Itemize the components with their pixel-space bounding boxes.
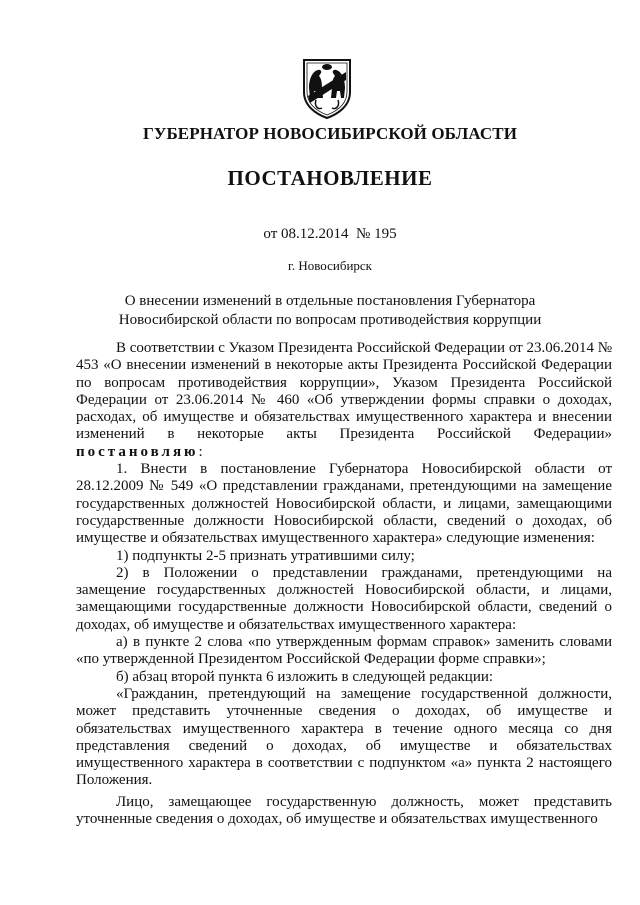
quoted-paragraph-2: Лицо, замещающее государственную должность, может представить уточненные сведения о доходах, об имуществе и обязательствах имущественного: [76, 793, 612, 828]
subclause-2a: а) в пункте 2 слова «по утвержденным формам справок» заменить словами «по утвержденной Президентом Российской Федерации форме справки»;: [76, 634, 612, 668]
subclause-2b: б) абзац второй пункта 6 изложить в следующей редакции:: [116, 668, 494, 685]
subclause-1: 1) подпункты 2-5 признать утратившими силу;: [116, 547, 415, 564]
clause-1: 1. Внести в постановление Губернатора Новосибирской области от 28.12.2009 № 549 «О представлении гражданами, претендующими на замещение государственных должностей Новосибирской области, и лицами, замещающими государственные должности Новосибирской области, сведений о доходах, об имуществе и обязательствах имущественного характера» следующие изменения:: [76, 461, 612, 547]
subclause-2: 2) в Положении о представлении гражданами, претендующими на замещение государственных должностей Новосибирской области, и лицами, замещающими государственные должности Новосибирской области, сведений о доходах, об имуществе и обязательствах имущественного характера:: [76, 564, 612, 633]
document-type-title: ПОСТАНОВЛЕНИЕ: [227, 166, 433, 190]
preamble-paragraph: [76, 340, 612, 461]
subject-line: О внесении изменений в отдельные постановления Губернатора: [124, 293, 536, 309]
resolve-colon: :: [198, 443, 203, 460]
resolve-word: постановляю: [76, 443, 199, 460]
document-body: [76, 340, 612, 828]
city-name: г. Новосибирск: [287, 258, 372, 273]
document-subject: [60, 292, 600, 330]
preamble-text: В соответствии с Указом Президента Российской Федерации от 23.06.2014 № 453 «О внесении изменений в некоторые акты Президента Российской Федерации по вопросам противодействия коррупции», Указом Президента Российской Федерации от 23.06.2014 № 460 «Об утверждении формы справки о доходах, расходах, об имуществе и обязательствах имущественного характера и внесении изменений в некоторые акты Президента Российской Федерации»: [76, 340, 613, 443]
quoted-paragraph: «Гражданин, претендующий на замещение государственной должности, может представить уточненные сведения о доходах, об имуществе и обязательствах имущественного характера в течение одного месяца со дня представления сведений о доходах, об имуществе и обязательствах имущественного характера в соответствии с подпунктом «а» пункта 2 настоящего Положения.: [76, 685, 612, 789]
novosibirsk-coat-of-arms-icon: [298, 58, 356, 120]
subject-line: Новосибирской области по вопросам противодействия коррупции: [118, 312, 542, 328]
date-and-number: от 08.12.2014 № 195: [263, 226, 397, 242]
issuer-title: ГУБЕРНАТОР НОВОСИБИРСКОЙ ОБЛАСТИ: [142, 124, 518, 143]
